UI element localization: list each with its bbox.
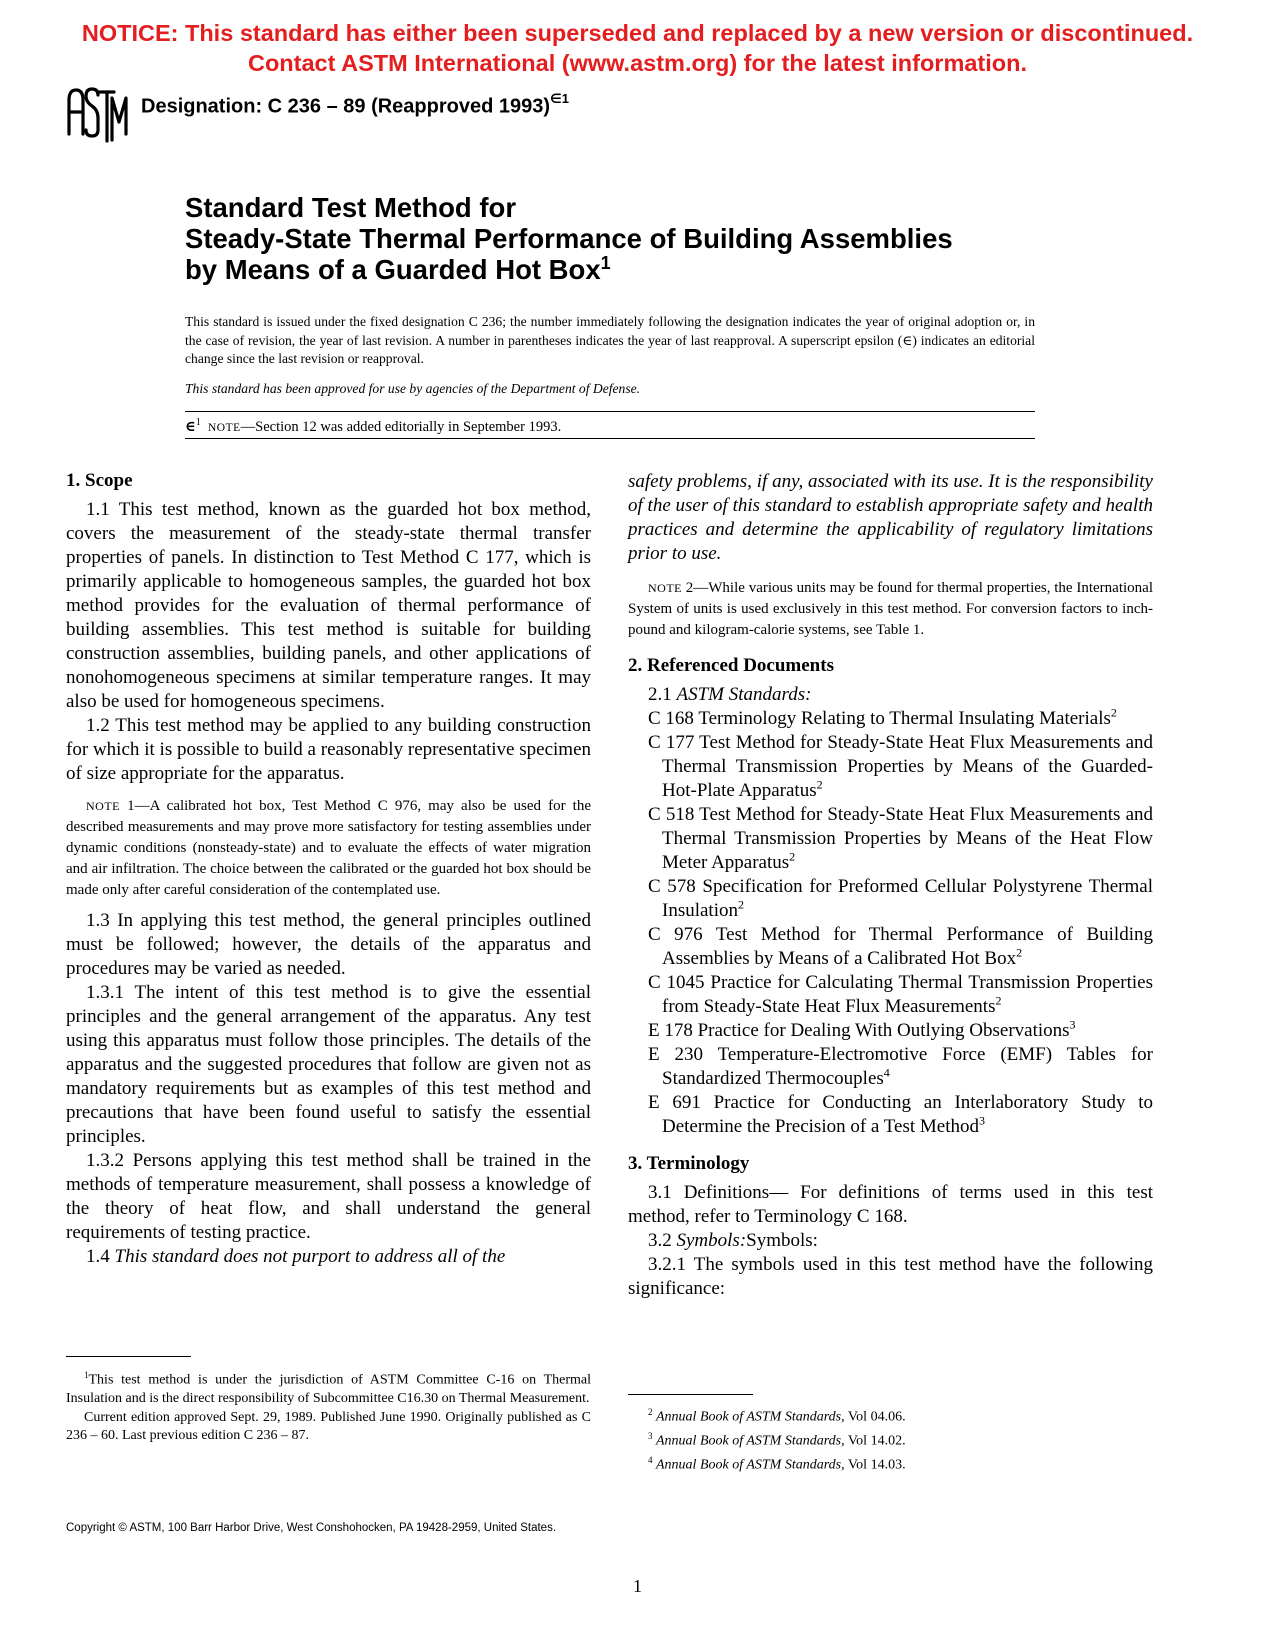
title-line-1: Standard Test Method for: [185, 192, 517, 223]
footnote-volume: , Vol 04.06.: [841, 1409, 906, 1425]
designation-text: Designation: C 236 – 89 (Reapproved 1993): [141, 95, 551, 118]
divider: [185, 411, 1035, 412]
footnotes-right: [648, 1403, 1148, 1475]
footnote-volume: , Vol 14.03.: [841, 1457, 906, 1473]
paragraph-2-1-number: 2.1: [648, 684, 677, 705]
reference-item: [628, 1091, 1153, 1139]
reference-item: [628, 731, 1153, 803]
note-2: [628, 578, 1153, 641]
reference-footnote-mark: 2: [738, 897, 744, 912]
paragraph-3-2-number: 3.2: [648, 1230, 677, 1251]
paragraph-3-2-italic: Symbols:: [676, 1230, 747, 1251]
left-column: [66, 470, 591, 1269]
paragraph-2-1: [628, 683, 1153, 707]
footnote-3: [648, 1427, 1148, 1451]
reference-footnote-mark: 4: [883, 1065, 890, 1080]
dod-approval-statement: This standard has been approved for use by agencies of the Department of Defense.: [185, 381, 641, 396]
note-2-label: NOTE: [648, 581, 682, 595]
divider: [185, 438, 1035, 439]
reference-item: [628, 803, 1153, 875]
right-column: [628, 470, 1153, 1301]
footnote-1-mark: 1: [84, 1370, 89, 1380]
reference-item: [628, 1043, 1153, 1091]
paragraph-1-1: 1.1 This test method, known as the guarded hot box method, covers the measurement of the steady-state thermal transfer properties of panels. In distinction to Test Method C 177, which is primarily applicable to homogeneous samples, the guarded hot box method provides for the evaluation of thermal performance of building assemblies. This test method is suitable for building construction assemblies, building panels, and other applications of nonohomogeneous specimens at similar temperature ranges. It may also be used for homogeneous specimens.: [66, 499, 591, 712]
note-2-text: 2—While various units may be found for thermal properties, the International System of units is used exclusively in this test method. For conversion factors to inch-pound and kilogram-calorie systems, see Table 1.: [628, 580, 1153, 638]
paragraph-1-4-number: 1.4: [86, 1246, 115, 1267]
reference-text: E 691 Practice for Conducting an Interlaboratory Study to Determine the Precision of a Test Method: [648, 1092, 1153, 1137]
footnote-2: [648, 1403, 1148, 1427]
paragraph-1-3: 1.3 In applying this test method, the general principles outlined must be followed; however, the details of the apparatus and procedures may be varied as needed.: [66, 910, 591, 979]
epsilon-mark: ∈: [185, 418, 196, 435]
footnote-source: Annual Book of ASTM Standards: [656, 1409, 842, 1425]
paragraph-3-2-1: 3.2.1 The symbols used in this test method have the following significance:: [628, 1254, 1153, 1299]
footnote-source: Annual Book of ASTM Standards: [656, 1457, 842, 1473]
paragraph-1-4-continued: safety problems, if any, associated with its use. It is the responsibility of the user of this standard to establish appropriate safety and health practices and determine the applicability of regulatory limitations prior to use.: [628, 471, 1153, 564]
footnote-1-text: This test method is under the jurisdiction of ASTM Committee C-16 on Thermal Insulation and is the direct responsibility of Subcommittee C16.30 on Thermal Measurement.: [66, 1372, 591, 1407]
title-line-2: Steady-State Thermal Performance of Building Assemblies: [185, 223, 953, 254]
note-label: NOTE: [207, 421, 241, 434]
reference-text: C 168 Terminology Relating to Thermal Insulating Materials: [648, 708, 1111, 729]
reference-footnote-mark: 2: [1016, 945, 1023, 960]
notice-line-1: NOTICE: This standard has either been superseded and replaced by a new version or discontinued.: [81, 20, 1194, 46]
reference-footnote-mark: 3: [979, 1113, 986, 1128]
footnote-divider: [66, 1356, 191, 1357]
footnote-4: [648, 1451, 1148, 1475]
reference-footnote-mark: 3: [1069, 1017, 1076, 1032]
paragraph-1-3-1: 1.3.1 The intent of this test method is to give the essential principles and the general arrangement of the apparatus. Any test using this apparatus must follow those principles. The details of the apparatus and the suggested procedures that follow are given not as mandatory requirements but as examples of this test method and precautions that have been found useful to satisfy the essential principles.: [66, 982, 591, 1147]
paragraph-1-2: 1.2 This test method may be applied to any building construction for which it is possible to build a reasonably representative specimen of size appropriate for the apparatus.: [66, 715, 591, 784]
footnote-mark: 4: [648, 1455, 653, 1466]
footnote-mark: 3: [648, 1431, 653, 1442]
epsilon-sup: 1: [195, 417, 201, 428]
astm-logo-icon: [66, 86, 128, 144]
reference-list: [628, 707, 1153, 1139]
section-2-heading: 2. Referenced Documents: [628, 655, 834, 676]
reference-footnote-mark: 2: [995, 993, 1002, 1008]
footnote-source: Annual Book of ASTM Standards: [656, 1433, 842, 1449]
issuance-statement: This standard is issued under the fixed designation C 236; the number immediately following the designation indicates the year of original adoption or, in the case of revision, the year of last revision. A number in parentheses indicates the year of last reapproval. A superscript epsilon (∈) indicates an editorial change since the last revision or reapproval.: [185, 314, 1035, 366]
editorial-note: [185, 417, 1035, 436]
footnote-1-continued: Current edition approved Sept. 29, 1989. Published June 1990. Originally published as C 236 – 60. Last previous edition C 236 – 87.: [66, 1409, 591, 1444]
paragraph-1-3-2: 1.3.2 Persons applying this test method shall be trained in the methods of temperature measurement, shall possess a knowledge of the theory of heat flow, and shall understand the general requirements of testing practice.: [66, 1150, 591, 1243]
supersession-notice: [0, 18, 1275, 78]
note-1: [66, 796, 591, 901]
paragraph-1-4: [66, 1245, 591, 1269]
reference-text: C 578 Specification for Preformed Cellular Polystyrene Thermal Insulation: [648, 876, 1153, 921]
reference-footnote-mark: 2: [1110, 705, 1117, 720]
notice-line-2: Contact ASTM International (www.astm.org) for the latest information.: [247, 50, 1027, 76]
footnote-volume: , Vol 14.02.: [841, 1433, 906, 1449]
reference-item: [628, 1019, 1153, 1043]
copyright-line: Copyright © ASTM, 100 Barr Harbor Drive, West Conshohocken, PA 19428-2959, United States.: [66, 1522, 557, 1534]
reference-text: E 178 Practice for Dealing With Outlying Observations: [648, 1020, 1070, 1041]
footnotes-left: [66, 1366, 591, 1446]
paragraph-1-4-text: This standard does not purport to address all of the: [114, 1246, 506, 1267]
reference-text: E 230 Temperature-Electromotive Force (EMF) Tables for Standardized Thermocouples: [648, 1044, 1153, 1089]
paragraph-3-2: [628, 1229, 1153, 1253]
page-number: 1: [633, 1576, 642, 1596]
designation: [141, 93, 569, 119]
reference-text: C 177 Test Method for Steady-State Heat Flux Measurements and Thermal Transmission Properties by Means of the Guarded-Hot-Plate Apparatus: [648, 732, 1153, 801]
footnote-mark: 2: [648, 1407, 653, 1417]
footnote-1: [66, 1366, 591, 1409]
designation-epsilon: ∈1: [550, 91, 569, 106]
reference-text: C 1045 Practice for Calculating Thermal Transmission Properties from Steady-State Heat Flux Measurements: [648, 972, 1153, 1017]
reference-footnote-mark: 2: [816, 777, 823, 792]
reference-item: [628, 875, 1153, 923]
document-title: [185, 192, 1085, 285]
reference-footnote-mark: 2: [789, 849, 796, 864]
section-1-heading: 1. Scope: [66, 470, 133, 491]
footnote-divider: [628, 1394, 753, 1395]
title-footnote-mark: 1: [600, 253, 611, 273]
paragraph-3-2-text: Symbols:: [746, 1230, 818, 1251]
paragraph-2-1-text: ASTM Standards:: [676, 684, 812, 705]
title-line-3: by Means of a Guarded Hot Box: [185, 254, 601, 285]
reference-text: C 976 Test Method for Thermal Performance of Building Assemblies by Means of a Calibrated Hot Box: [648, 924, 1153, 969]
reference-item: [628, 923, 1153, 971]
note-1-label: NOTE: [86, 799, 120, 813]
editorial-note-text: —Section 12 was added editorially in September 1993.: [240, 418, 562, 435]
section-3-heading: 3. Terminology: [628, 1153, 750, 1174]
reference-text: C 518 Test Method for Steady-State Heat Flux Measurements and Thermal Transmission Properties by Means of the Heat Flow Meter Apparatus: [648, 804, 1153, 873]
reference-item: [628, 971, 1153, 1019]
reference-item: [628, 707, 1153, 731]
note-1-text: 1—A calibrated hot box, Test Method C 976, may also be used for the described measurements and may prove more satisfactory for testing assemblies under dynamic conditions (nonsteady-state) and to evaluate the effects of water migration and air infiltration. The choice between the calibrated or the guarded hot box should be made only after careful consideration of the contemplated use.: [66, 798, 591, 898]
paragraph-3-1: 3.1 Definitions— For definitions of terms used in this test method, refer to Terminology C 168.: [628, 1182, 1153, 1227]
